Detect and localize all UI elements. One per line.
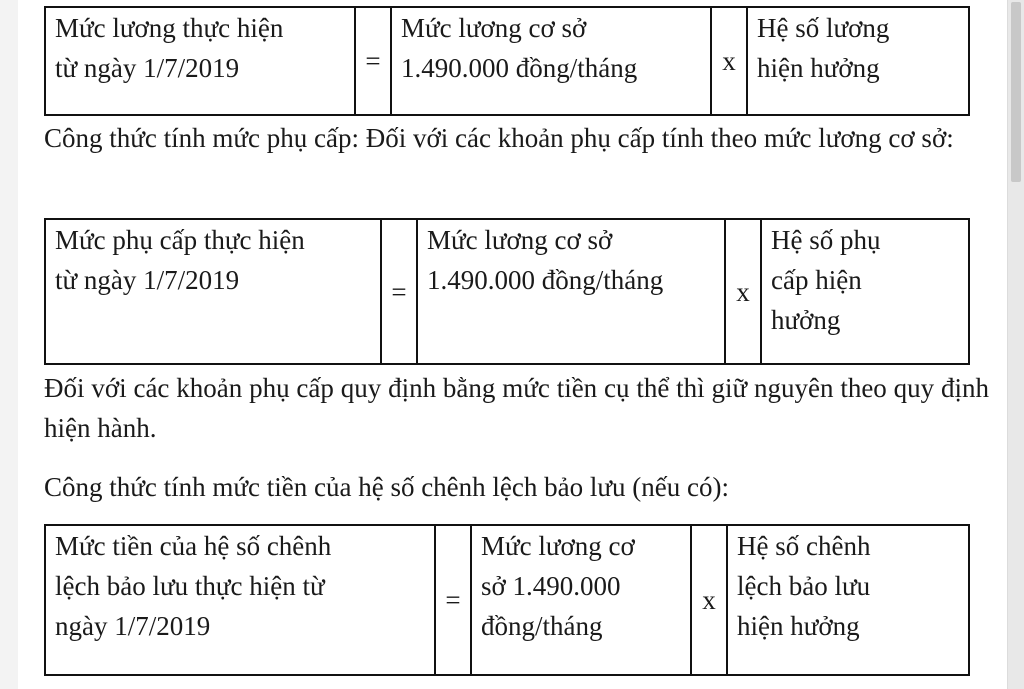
base-salary-cell <box>471 525 691 675</box>
reserve-difference-intro: Công thức tính mức tiền của hệ số chênh lệch bảo lưu (nếu có): <box>44 472 729 502</box>
salary-formula-table <box>44 6 970 116</box>
base-salary-cell <box>391 7 711 115</box>
base-salary-cell <box>417 219 725 364</box>
formula-left-cell <box>45 219 381 364</box>
equals-sign: = <box>365 46 381 76</box>
times-sign: x <box>736 276 750 307</box>
vertical-scrollbar[interactable] <box>1007 0 1024 689</box>
coefficient-cell <box>747 7 969 115</box>
coefficient-text: Hệ số phụ cấp hiện hưởng <box>771 225 881 335</box>
fixed-allowance-note: Đối với các khoản phụ cấp quy định bằng mức tiền cụ thể thì giữ nguyên theo quy định hiện hành. <box>44 373 989 443</box>
times-cell <box>691 525 727 675</box>
base-salary-text: Mức lương cơ sở 1.490.000 đồng/tháng <box>481 531 635 641</box>
coefficient-text: Hệ số chênh lệch bảo lưu hiện hưởng <box>737 531 871 641</box>
formula-left-text: Mức phụ cấp thực hiện từ ngày 1/7/2019 <box>55 225 305 295</box>
formula-left-text: Mức tiền của hệ số chênh lệch bảo lưu thực hiện từ ngày 1/7/2019 <box>55 531 332 641</box>
base-salary-text: Mức lương cơ sở 1.490.000 đồng/tháng <box>401 13 638 83</box>
allowance-formula-table <box>44 218 970 365</box>
table-row <box>45 525 969 675</box>
table-row <box>45 219 969 364</box>
times-cell <box>711 7 747 115</box>
coefficient-cell <box>761 219 969 364</box>
equals-cell <box>381 219 417 364</box>
formula-left-text: Mức lương thực hiện từ ngày 1/7/2019 <box>55 13 284 83</box>
equals-sign: = <box>391 276 407 307</box>
formula-left-cell <box>45 7 355 115</box>
reserve-difference-formula-table <box>44 524 970 676</box>
equals-cell <box>355 7 391 115</box>
formula-left-cell <box>45 525 435 675</box>
document-page <box>18 0 1008 689</box>
times-sign: x <box>702 585 716 615</box>
equals-cell <box>435 525 471 675</box>
coefficient-text: Hệ số lương hiện hưởng <box>757 13 890 83</box>
equals-sign: = <box>445 585 461 615</box>
coefficient-cell <box>727 525 969 675</box>
times-sign: x <box>722 46 736 76</box>
times-cell <box>725 219 761 364</box>
base-salary-text: Mức lương cơ sở 1.490.000 đồng/tháng <box>427 225 664 295</box>
table-row <box>45 7 969 115</box>
scrollbar-thumb[interactable] <box>1011 2 1021 182</box>
allowance-formula-intro: Công thức tính mức phụ cấp: Đối với các khoản phụ cấp tính theo mức lương cơ sở: <box>44 123 954 153</box>
